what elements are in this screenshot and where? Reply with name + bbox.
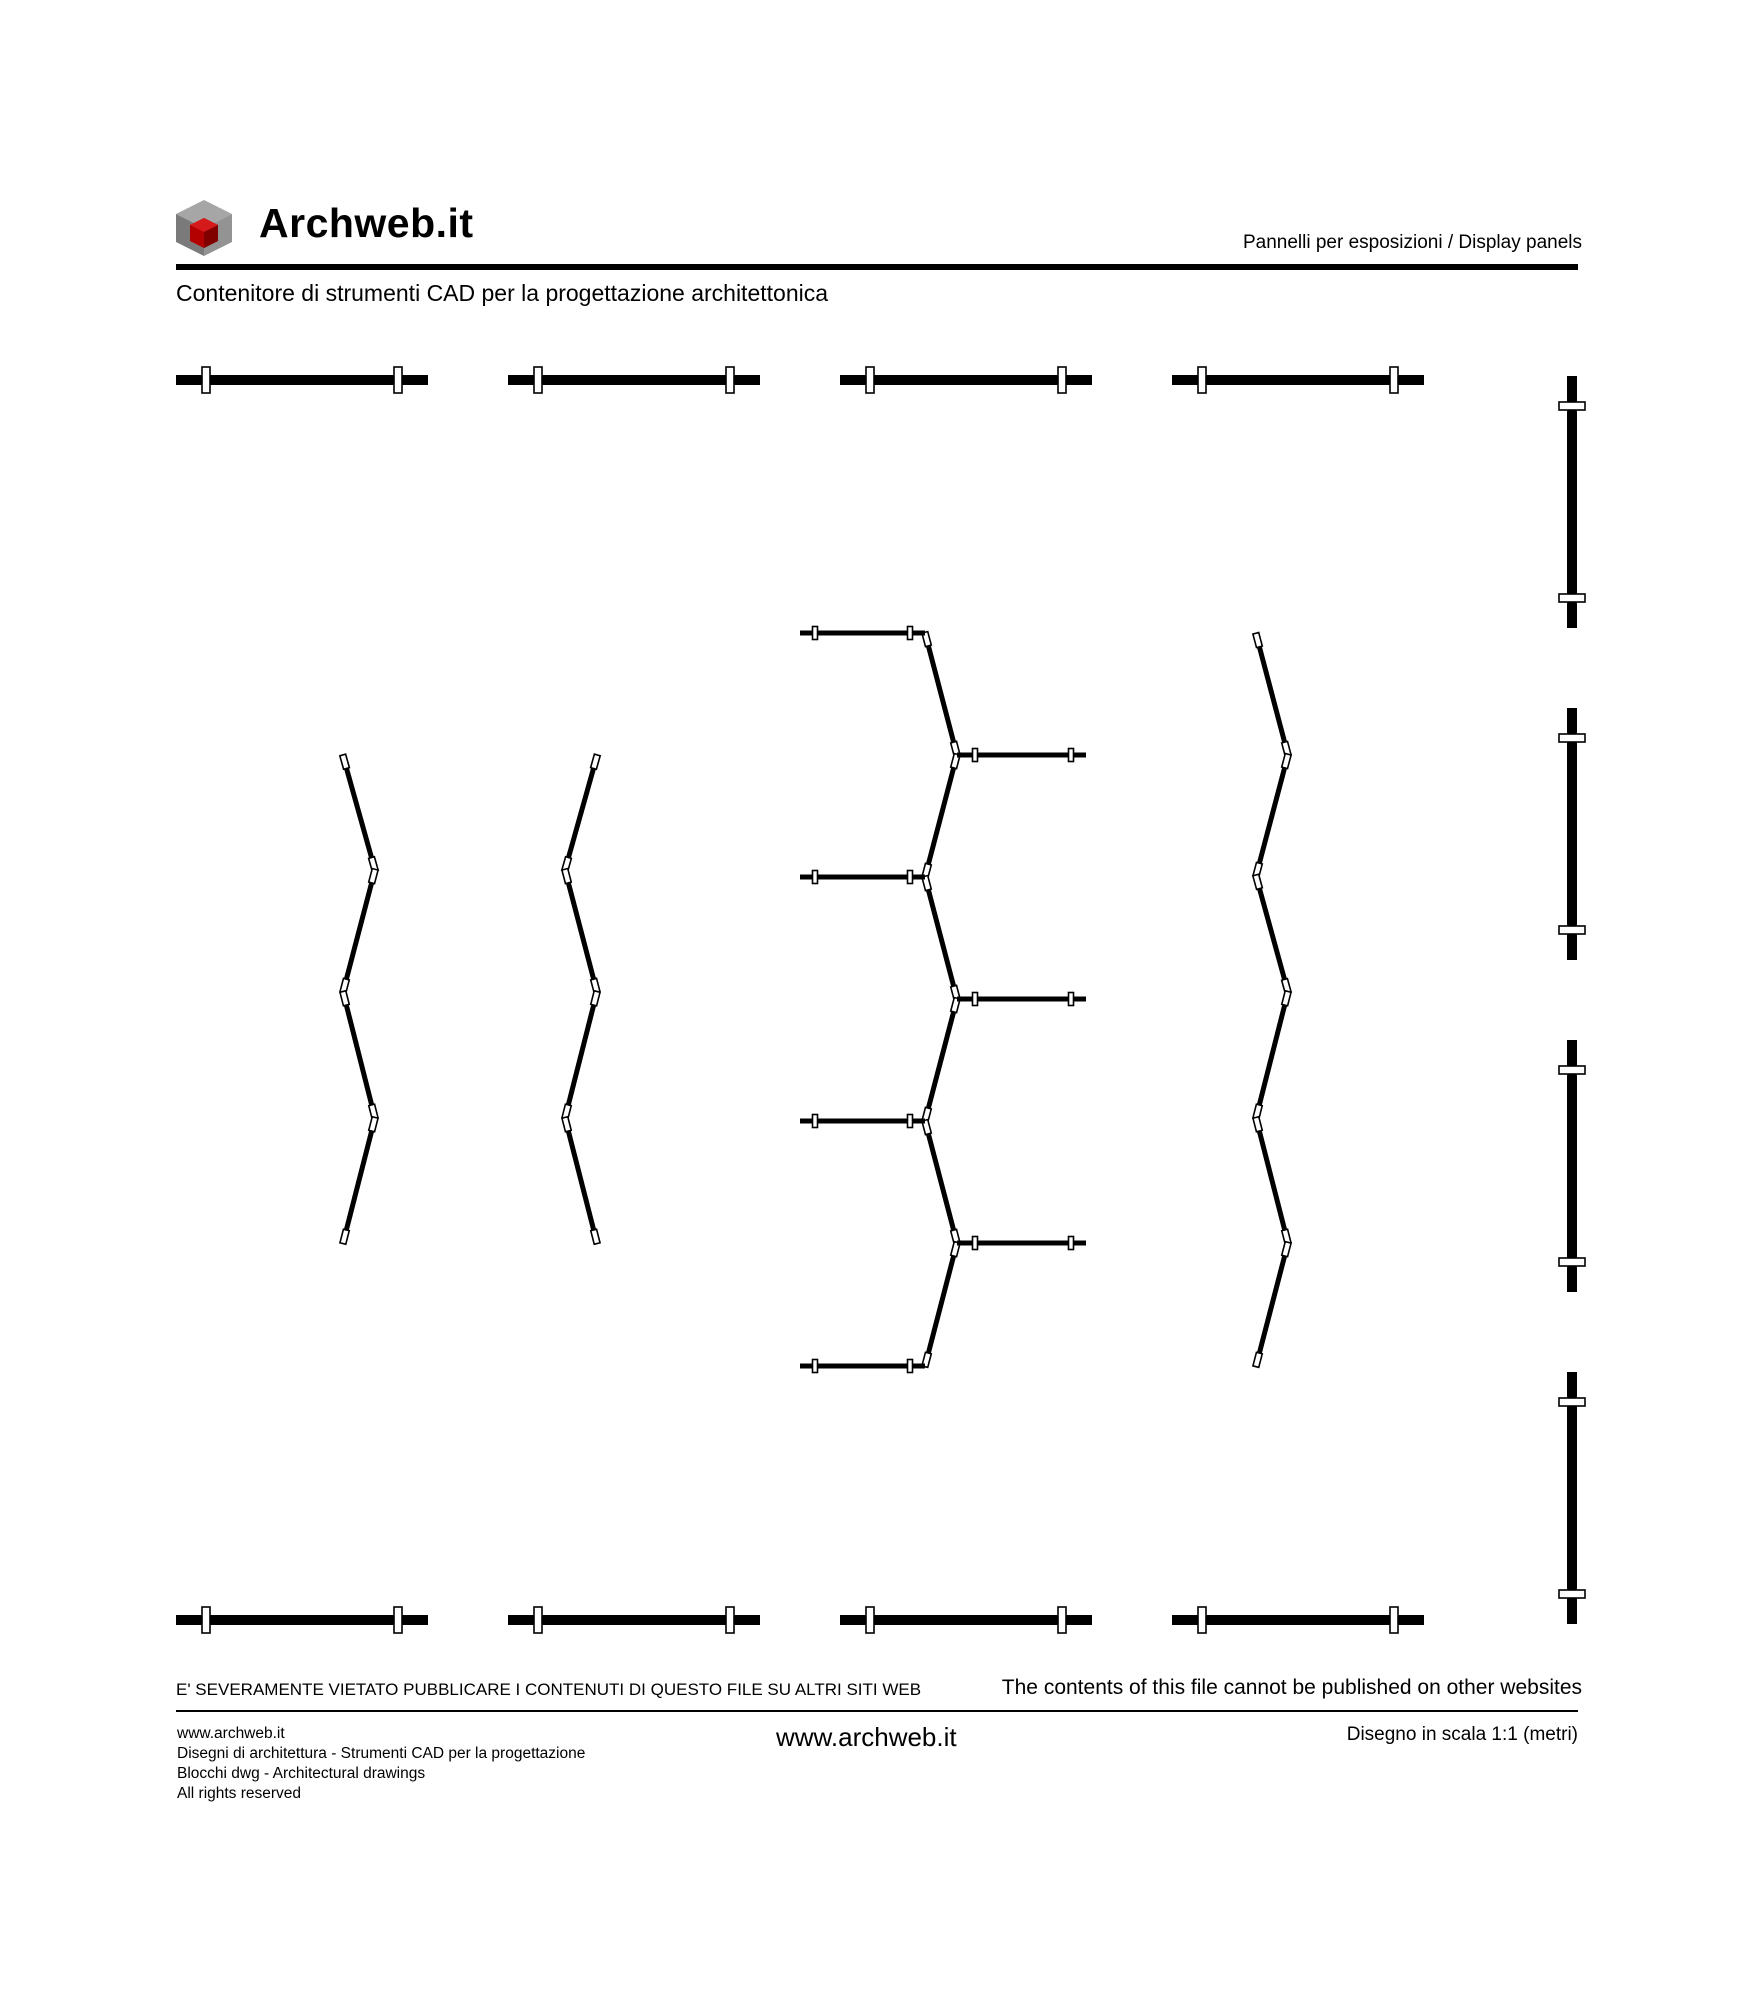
panel-zigzag: [565, 992, 597, 1118]
panel-foot: [1559, 734, 1585, 742]
panel-foot: [1069, 993, 1074, 1006]
panel-foot: [202, 367, 210, 393]
panel-foot: [591, 991, 600, 1006]
footer-rule: [176, 1710, 1578, 1712]
panel-foot: [1559, 1258, 1585, 1266]
panel-foot: [973, 1237, 978, 1250]
panel-foot: [908, 1360, 913, 1373]
panel-foot: [1058, 1607, 1066, 1633]
footer-line: All rights reserved: [177, 1785, 302, 1802]
panel-foot: [1198, 1607, 1206, 1633]
panel-zigzag: [1256, 1118, 1288, 1243]
panel-foot: [394, 1607, 402, 1633]
panel-foot: [562, 869, 571, 884]
panel-zigzag: [1256, 876, 1288, 992]
panel-branching-spine: [925, 1243, 957, 1366]
panel-zigzag: [1256, 992, 1288, 1118]
panel-foot: [1390, 1607, 1398, 1633]
panel-foot: [1559, 1398, 1585, 1406]
footer-site: www.archweb.it: [776, 1722, 957, 1752]
panel-foot: [813, 1360, 818, 1373]
panel-foot: [1069, 1237, 1074, 1250]
panel-foot: [813, 627, 818, 640]
panel-foot: [1282, 1242, 1291, 1257]
panel-foot: [1559, 402, 1585, 410]
panel-foot: [973, 749, 978, 762]
panel-foot: [534, 367, 542, 393]
drawing-scale: Disegno in scala 1:1 (metri): [1346, 1724, 1578, 1745]
subtitle: Contenitore di strumenti CAD per la progettazione architettonica: [176, 280, 829, 306]
panel-foot: [369, 869, 378, 884]
panel-foot: [394, 367, 402, 393]
panel-foot: [591, 754, 601, 769]
panel-zigzag: [343, 992, 375, 1118]
panel-foot: [866, 1607, 874, 1633]
footer-line: www.archweb.it: [177, 1725, 285, 1742]
panel-foot: [1559, 1066, 1585, 1074]
panel-foot: [1559, 594, 1585, 602]
drawing-layer: [176, 367, 1585, 1633]
panel-foot: [1058, 367, 1066, 393]
panel-foot: [908, 1115, 913, 1128]
panel-zigzag: [1256, 755, 1288, 876]
panel-zigzag: [343, 756, 375, 870]
panel-foot: [726, 367, 734, 393]
panel-foot: [340, 991, 349, 1006]
panel-branching-spine: [925, 1121, 957, 1243]
panel-foot: [1253, 874, 1263, 889]
panel-foot: [340, 1229, 349, 1244]
panel-foot: [1253, 633, 1262, 648]
panel-foot: [1253, 1117, 1262, 1132]
panel-foot: [340, 754, 350, 769]
footer-line: Disegni di architettura - Strumenti CAD per la progettazione: [177, 1745, 586, 1762]
panel-foot: [726, 1607, 734, 1633]
document-title: Pannelli per esposizioni / Display panels: [1242, 232, 1582, 253]
panel-foot: [591, 1229, 600, 1244]
copyright-warning-en: The contents of this file cannot be published on other websites: [1001, 1676, 1582, 1699]
panel-foot: [1282, 754, 1291, 769]
panel-foot: [1390, 367, 1398, 393]
panel-foot: [1282, 991, 1291, 1006]
panel-foot: [562, 1117, 571, 1132]
panel-foot: [1559, 1590, 1585, 1598]
panel-branching-spine: [925, 633, 957, 755]
panel-branching-spine: [925, 999, 957, 1121]
panel-branching-spine: [925, 755, 957, 877]
panel-zigzag: [343, 870, 375, 992]
panel-zigzag: [1256, 634, 1288, 755]
panel-branching-spine: [925, 877, 957, 999]
panel-foot: [534, 1607, 542, 1633]
copyright-warning-it: E' SEVERAMENTE VIETATO PUBBLICARE I CONTENUTI DI QUESTO FILE SU ALTRI SITI WEB: [176, 1680, 922, 1699]
panel-zigzag: [565, 756, 597, 870]
panel-foot: [1198, 367, 1206, 393]
panel-foot: [1253, 1352, 1262, 1367]
panel-foot: [908, 871, 913, 884]
logo-wordmark: Archweb.it: [259, 200, 474, 246]
panel-zigzag: [565, 1118, 597, 1243]
footer-line: Blocchi dwg - Architectural drawings: [177, 1765, 426, 1782]
panel-foot: [1559, 926, 1585, 934]
panel-foot: [813, 871, 818, 884]
panel-foot: [973, 993, 978, 1006]
panel-zigzag: [343, 1118, 375, 1243]
panel-foot: [813, 1115, 818, 1128]
panel-foot: [866, 367, 874, 393]
panel-foot: [908, 627, 913, 640]
panel-zigzag: [565, 870, 597, 992]
panel-zigzag: [1256, 1243, 1288, 1366]
panel-foot: [1069, 749, 1074, 762]
panel-foot: [369, 1117, 378, 1132]
panel-foot: [202, 1607, 210, 1633]
